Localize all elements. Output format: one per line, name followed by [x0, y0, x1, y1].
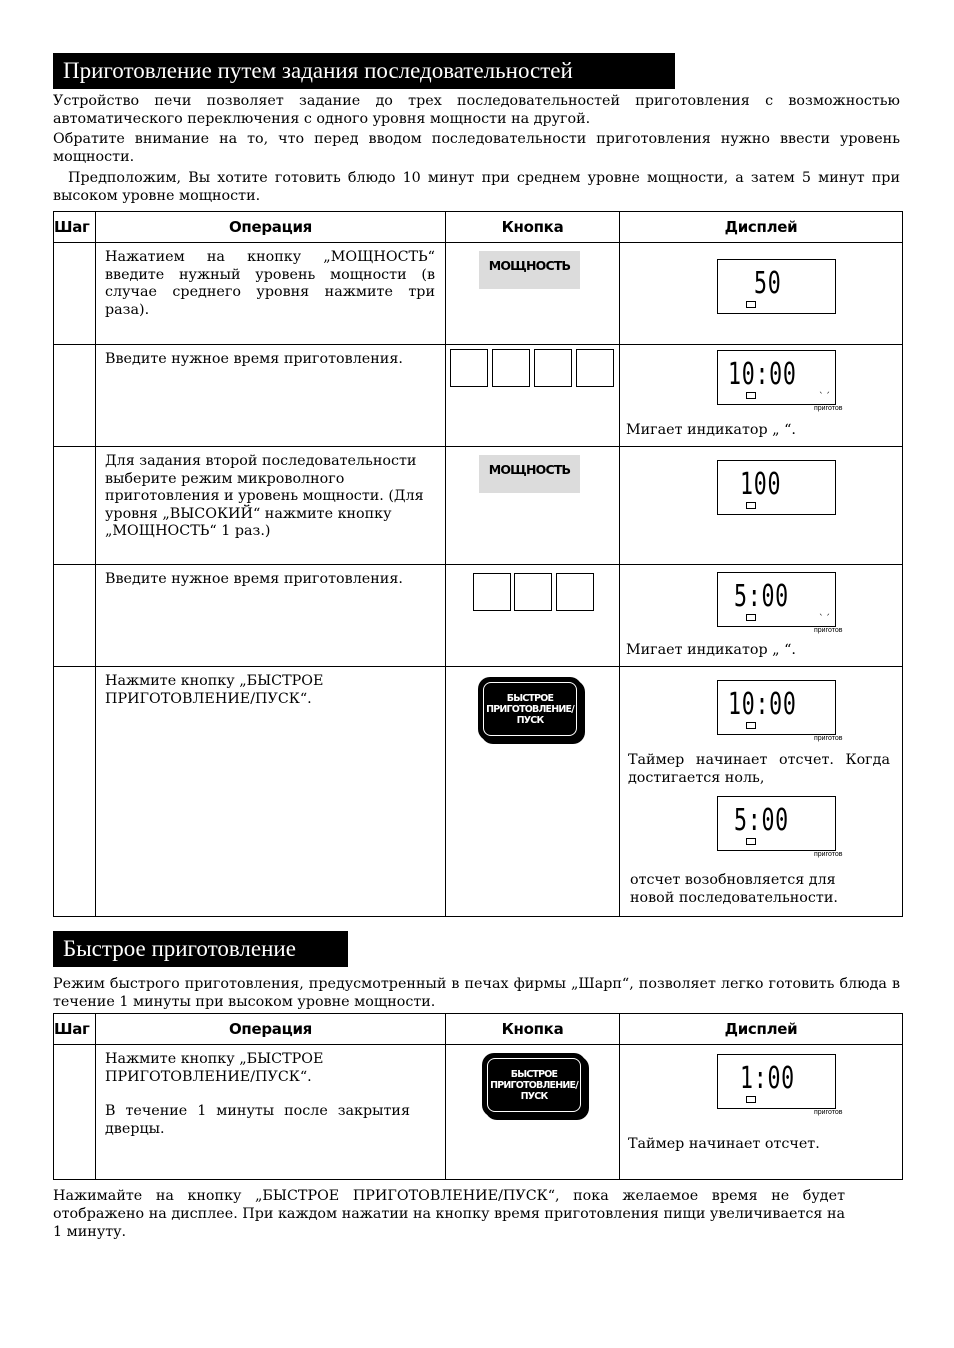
step-operation: Нажатием на кнопку „МОЩНОСТЬ“ введите нужный уровень мощности (в случае среднего уровня нажмите три раза).: [105, 249, 435, 318]
quick-cook-start-label: БЫСТРОЕ ПРИГОТОВЛЕНИЕ/ ПУСК: [487, 1058, 581, 1112]
display-value: 5:00: [734, 803, 789, 838]
section-title: Приготовление путем задания последовательностей: [53, 53, 675, 89]
step-operation: Введите нужное время приготовления.: [105, 571, 403, 587]
header-button: Кнопка: [446, 1014, 620, 1045]
step-operation: В течение 1 минуты после закрытия дверцы.: [105, 1103, 410, 1137]
sequence-steps-table: [53, 211, 903, 917]
number-key[interactable]: [534, 349, 572, 387]
quick-cook-start-button[interactable]: [482, 1053, 586, 1117]
step-operation: Нажмите кнопку „БЫСТРОЕ ПРИГОТОВЛЕНИЕ/ПУСК“.: [105, 673, 324, 707]
display-value: 100: [740, 467, 782, 502]
display-note: Таймер начинает отсчет. Когда достигается ноль,: [628, 752, 890, 786]
display-note: отсчет возобновляется для новой последовательности.: [630, 872, 838, 906]
header-operation: Операция: [96, 212, 446, 243]
display-label: приготов: [814, 1109, 843, 1116]
step-operation: Введите нужное время приготовления.: [105, 351, 403, 367]
display-note: Мигает индикатор „ “.: [626, 422, 796, 438]
display-panel: [717, 572, 836, 627]
display-label: приготов: [814, 405, 843, 412]
microwave-icon: [746, 614, 756, 621]
section-title: Быстрое приготовление: [53, 931, 348, 967]
microwave-icon: [746, 722, 756, 729]
power-button[interactable]: МОЩНОСТЬ: [479, 251, 580, 289]
number-key[interactable]: [556, 573, 594, 611]
display-label: приготов: [814, 851, 843, 858]
display-value: 1:00: [740, 1061, 795, 1096]
number-key[interactable]: [492, 349, 530, 387]
display-value: 50: [754, 266, 782, 301]
number-key[interactable]: [473, 573, 511, 611]
display-value: 10:00: [728, 687, 797, 722]
header-display: Дисплей: [620, 212, 903, 243]
intro-paragraph: Режим быстрого приготовления, предусмотренный в печах фирмы „Шарп“, позволяет легко готовить блюда в течение 1 минуты при высоком уровне мощности.: [53, 976, 900, 1010]
display-label: приготов: [814, 627, 843, 634]
step-operation: Нажмите кнопку „БЫСТРОЕ ПРИГОТОВЛЕНИЕ/ПУСК“.: [105, 1051, 324, 1085]
microwave-icon: [746, 392, 756, 399]
table-row: [54, 345, 903, 447]
header-display: Дисплей: [620, 1014, 903, 1045]
step-operation: Для задания второй последовательности выберите режим микроволного приготовления и уровень мощности. (Для уровня „ВЫСОКИЙ“ нажмите кнопку „МОЩНОСТЬ“ 1 раз.): [105, 453, 424, 539]
quick-cook-start-button[interactable]: [478, 677, 582, 741]
header-operation: Операция: [96, 1014, 446, 1045]
microwave-icon: [746, 301, 756, 308]
display-panel: [717, 259, 836, 314]
display-value: 5:00: [734, 579, 789, 614]
table-row: [54, 1045, 903, 1180]
table-row: [54, 447, 903, 565]
blink-indicator-icon: ˋˊ: [819, 614, 832, 624]
number-key[interactable]: [514, 573, 552, 611]
quick-cook-table: [53, 1013, 903, 1180]
microwave-icon: [746, 838, 756, 845]
display-panel: [717, 796, 836, 851]
footer-paragraph: Нажимайте на кнопку „БЫСТРОЕ ПРИГОТОВЛЕНИЕ/ПУСК“, пока желаемое время не будет отображено на дисплее. При каждом нажатии на кнопку время приготовления пищи увеличивается на 1 минуту.: [53, 1188, 845, 1240]
microwave-icon: [746, 502, 756, 509]
display-label: приготов: [814, 735, 843, 742]
display-note: Таймер начинает отсчет.: [628, 1136, 820, 1152]
table-row: [54, 565, 903, 667]
header-step: Шаг: [54, 1014, 96, 1045]
header-button: Кнопка: [446, 212, 620, 243]
display-value: 10:00: [728, 357, 797, 392]
table-row: [54, 243, 903, 345]
intro-paragraph: Обратите внимание на то, что перед вводом последовательности приготовления нужно ввести уровень мощности.: [53, 131, 900, 165]
header-step: Шаг: [54, 212, 96, 243]
table-row: [54, 667, 903, 917]
quick-cook-start-label: БЫСТРОЕ ПРИГОТОВЛЕНИЕ/ ПУСК: [483, 682, 577, 736]
display-note: Мигает индикатор „ “.: [626, 642, 796, 658]
number-key[interactable]: [576, 349, 614, 387]
display-panel: [717, 460, 836, 515]
blink-indicator-icon: ˋˊ: [819, 392, 832, 402]
display-panel: [717, 680, 836, 735]
display-panel: [717, 350, 836, 405]
power-button[interactable]: МОЩНОСТЬ: [479, 455, 580, 493]
microwave-icon: [746, 1096, 756, 1103]
intro-paragraph: Предположим, Вы хотите готовить блюдо 10 минут при среднем уровне мощности, а затем 5 минут при высоком уровне мощности.: [53, 170, 900, 204]
intro-paragraph: Устройство печи позволяет задание до трех последовательностей приготовления с возможностью автоматического переключения с одного уровня мощности на другой.: [53, 93, 900, 127]
display-panel: [717, 1054, 836, 1109]
number-key[interactable]: [450, 349, 488, 387]
